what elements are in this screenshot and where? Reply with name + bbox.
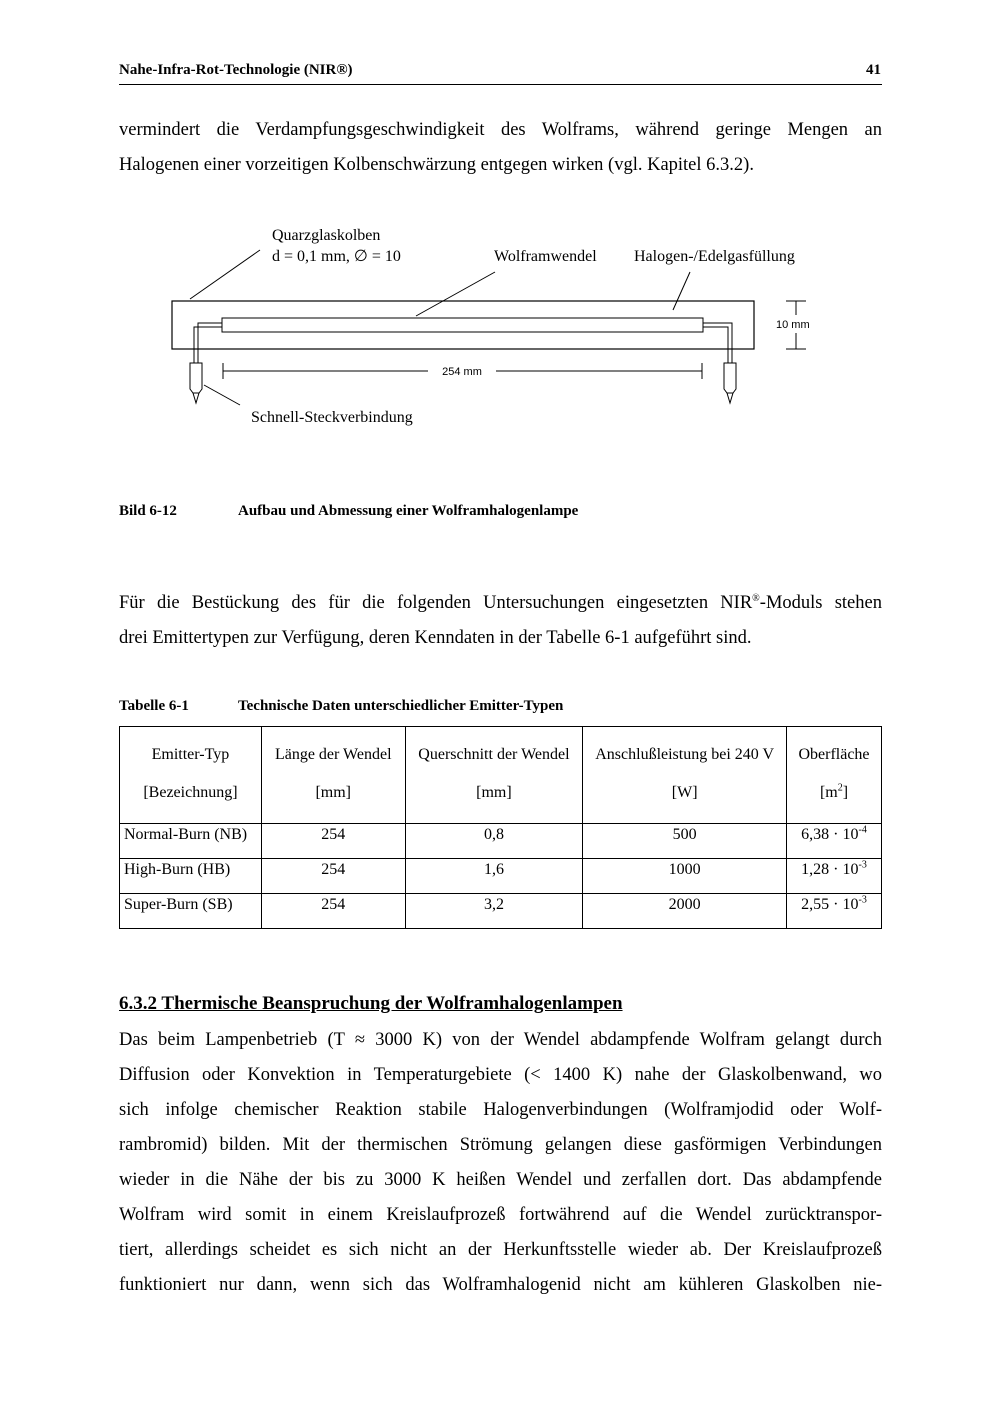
header-rule [119, 84, 882, 85]
table-row [120, 859, 882, 894]
cell-section: 3,2 [405, 894, 583, 929]
right-connector [724, 363, 736, 403]
text-line [119, 586, 882, 621]
text-line: Wolfram wird somit in einem Kreislaufprozeß fortwährend auf die Wendel zurücktranspor- [119, 1205, 882, 1225]
text-line: tiert, allerdings scheidet es sich nicht an der Herkunftsstelle wieder ab. Der Kreislaufprozeß [119, 1240, 882, 1260]
label-length: 254 mm [442, 366, 482, 378]
registered-mark: ® [752, 592, 760, 604]
header-power: Anschlußleistung bei 240 V [W] [583, 727, 787, 824]
figure-caption-number: Bild 6-12 [119, 503, 177, 519]
cell-surface: $6,38 \cdot 10^{-4}$ [787, 824, 882, 859]
label-filament: Wolframwendel [494, 248, 597, 265]
header-emitter-type: Emitter-Typ [Bezeichnung] [120, 727, 262, 824]
page-number: 41 [866, 62, 881, 78]
cell-power: 1000 [583, 859, 787, 894]
label-gas-fill: Halogen-/Edelgasfüllung [634, 248, 795, 265]
intro-paragraph [119, 113, 882, 183]
lamp-diagram [150, 215, 850, 435]
emitter-table [119, 726, 882, 929]
text-line: drei Emittertypen zur Verfügung, deren Kenndaten in der Tabelle 6-1 aufgeführt sind. [119, 628, 752, 648]
text-line: funktioniert nur dann, wenn sich das Wolframhalogenid nicht am kühleren Glaskolben nie- [119, 1275, 882, 1295]
cell-power: 500 [583, 824, 787, 859]
section-paragraph [119, 1023, 882, 1303]
table-caption-number: Tabelle 6-1 [119, 698, 189, 714]
figure-caption-text: Aufbau und Abmessung einer Wolframhalogenlampe [238, 503, 579, 519]
leader-line-connector [204, 385, 240, 405]
left-lead [198, 323, 222, 363]
table-header-row [120, 727, 882, 824]
cell-type: Normal-Burn (NB) [120, 824, 262, 859]
text-line: wieder in die Nähe der bis zu 3000 K heißen Wendel und zerfallen dort. Das abdampfende [119, 1170, 882, 1190]
cell-length: 254 [261, 824, 405, 859]
label-height: 10 mm [776, 319, 810, 331]
text-line: rambromid) bilden. Mit der thermischen Strömung gelangen diese gasförmigen Verbindungen [119, 1135, 882, 1155]
label-connector: Schnell-Steckverbindung [251, 409, 413, 426]
cell-surface: $1,28 \cdot 10^{-3}$ [787, 859, 882, 894]
left-connector [190, 363, 202, 403]
header-length: Länge der Wendel [mm] [261, 727, 405, 824]
leader-line-bulb [190, 250, 260, 299]
cell-type: High-Burn (HB) [120, 859, 262, 894]
text-line: Diffusion oder Konvektion in Temperaturgebiete (< 1400 K) nahe der Glaskolbenwand, wo [119, 1065, 882, 1085]
right-lead-inner [703, 327, 728, 363]
label-bulb-dimensions: d = 0,1 mm, ∅ = 10 [272, 248, 401, 265]
cell-section: 0,8 [405, 824, 583, 859]
emitter-paragraph [119, 586, 882, 656]
cell-section: 1,6 [405, 859, 583, 894]
cell-surface: $2,55 \cdot 10^{-3}$ [787, 894, 882, 929]
header-surface: Oberfläche $[m^2]$ [787, 727, 882, 824]
running-header-title: Nahe-Infra-Rot-Technologie (NIR®) [119, 62, 353, 78]
cell-length: 254 [261, 859, 405, 894]
table-row [120, 894, 882, 929]
leader-line-fill [673, 272, 690, 310]
text-line: Das beim Lampenbetrieb (T ≈ 3000 K) von der Wendel abdampfende Wolfram gelangt durch [119, 1030, 882, 1050]
table-row [120, 824, 882, 859]
leader-line-filament [416, 272, 495, 316]
filament-coil [222, 318, 703, 332]
table-caption-text: Technische Daten unterschiedlicher Emitter-Typen [238, 698, 564, 714]
label-quartz-bulb: Quarzglaskolben [272, 227, 381, 244]
header-cross-section: Querschnitt der Wendel [mm] [405, 727, 583, 824]
text-line: sich infolge chemischer Reaktion stabile Halogenverbindungen (Wolframjodid oder Wolf- [119, 1100, 882, 1120]
text-span: -Moduls stehen [759, 593, 882, 613]
text-line: vermindert die Verdampfungsgeschwindigkeit des Wolframs, während geringe Mengen an [119, 120, 882, 140]
cell-power: 2000 [583, 894, 787, 929]
quartz-tube [172, 301, 754, 349]
section-heading: 6.3.2 Thermische Beanspruchung der Wolframhalogenlampen [119, 993, 623, 1014]
text-span: Für die Bestückung des für die folgenden Untersuchungen eingesetzten NIR [119, 593, 753, 613]
cell-length: 254 [261, 894, 405, 929]
cell-type: Super-Burn (SB) [120, 894, 262, 929]
text-line: Halogenen einer vorzeitigen Kolbenschwärzung entgegen wirken (vgl. Kapitel 6.3.2). [119, 155, 754, 175]
